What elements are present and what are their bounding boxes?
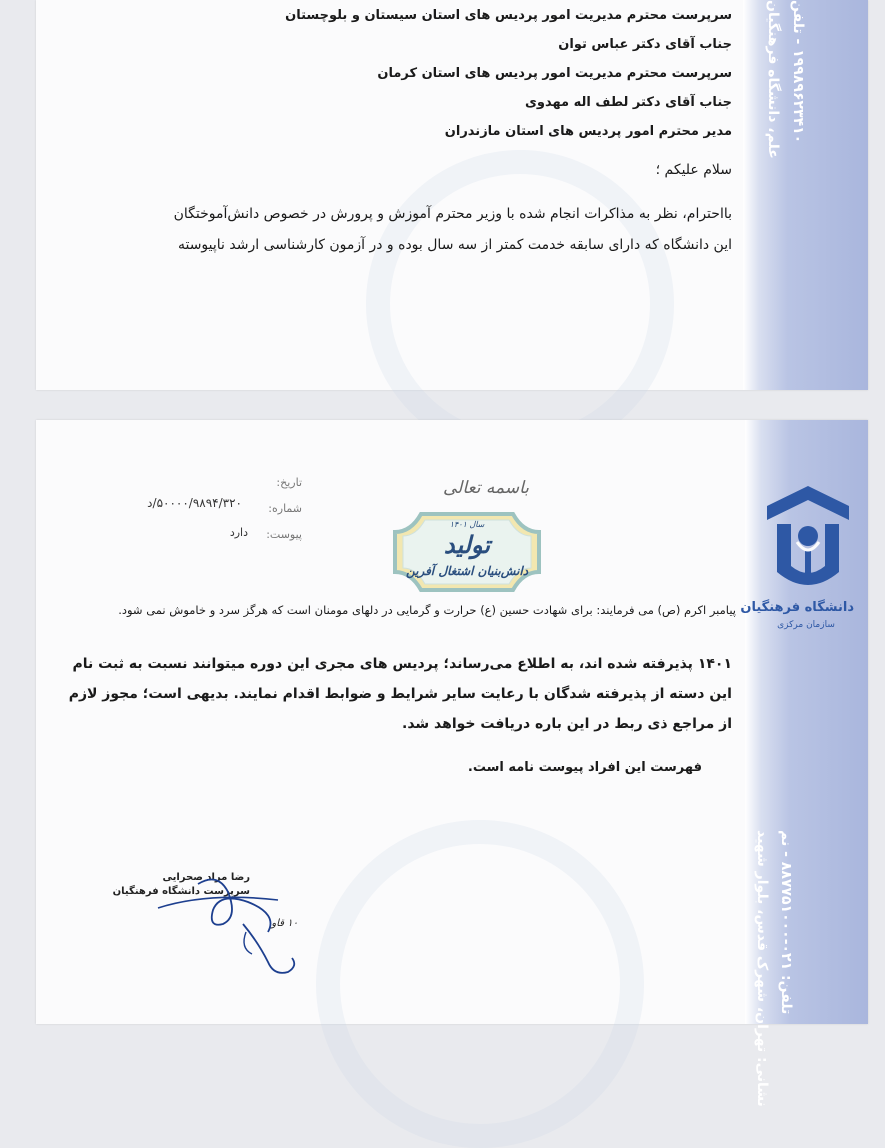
badge-subtitle: دانش‌بنیان اشتغال آفرین bbox=[405, 564, 529, 578]
signature-note: ۱۰ قاو bbox=[271, 918, 298, 929]
attachment-value: دارد bbox=[229, 526, 248, 539]
badge-title: تولید bbox=[443, 530, 491, 559]
addressee-line-1: سرپرست محترم مدیریت امور پردیس های استان سیستان و بلوچستان bbox=[285, 8, 732, 23]
signature-title: سرپرست دانشگاه فرهنگیان bbox=[112, 886, 250, 897]
strip-phone-text: ۱۹۹۸۹۶۲۳۴۱۰ - تلفن bbox=[790, 0, 806, 144]
watermark-emblem bbox=[316, 820, 644, 1148]
letter-page-bottom bbox=[36, 420, 868, 1107]
greeting: سلام علیکم ؛ bbox=[655, 162, 732, 178]
addressee-line-4: جناب آقای دکتر لطف اله مهدوی bbox=[524, 95, 732, 110]
body-line-1: بااحترام، نظر به مذاکرات انجام شده با وزیر محترم آموزش و پرورش در خصوص دانش‌آموختگان bbox=[173, 206, 732, 222]
number-label: شماره: bbox=[268, 502, 302, 515]
body-line-2: این دسته از پذیرفته شدگان با رعایت سایر شرایط و ضوابط اقدام نمایند. بدیهی است؛ مجوز لازم bbox=[68, 686, 732, 702]
strip-phone-text: تلفن: ۰۲۱-۸۸۷۷۵۱۰۰۰ - نم bbox=[778, 830, 794, 1015]
strip-address-text: نشانی: تهران، شهرک قدس، بلوار شهید bbox=[754, 830, 770, 1107]
watermark-emblem bbox=[366, 150, 674, 458]
letter-page-top bbox=[36, 0, 868, 390]
body-line-2: این دانشگاه که دارای سابقه خدمت کمتر از سه سال بوده و در آزمون کارشناسی ارشد ناپیوسته bbox=[177, 237, 732, 253]
addressee-line-5: مدیر محترم امور پردیس های استان مازندران bbox=[444, 124, 732, 139]
logo-university-name: دانشگاه فرهنگیان bbox=[740, 600, 854, 615]
year-slogan-badge bbox=[391, 510, 543, 594]
number-value: ۵۰۰۰۰/۹۸۹۴/۳۲۰/د bbox=[147, 496, 242, 510]
letterhead-side-strip bbox=[743, 0, 868, 390]
body-line-1: ۱۴۰۱ پذیرفته شده اند، به اطلاع می‌رساند؛ پردیس های مجری این دوره میتوانند نسبت به ثبت نام bbox=[72, 656, 732, 672]
basmala-heading: باسمه تعالی bbox=[443, 478, 529, 498]
date-label: تاریخ: bbox=[276, 476, 302, 489]
addressee-line-3: سرپرست محترم مدیریت امور پردیس های استان کرمان bbox=[377, 66, 732, 81]
closing-line: فهرست این افراد پیوست نامه است. bbox=[467, 760, 702, 775]
prophet-quote: پیامبر اکرم (ص) می فرمایند: برای شهادت حسین (ع) حرارت و گرمایی در دلهای مومنان است که هرگز سرد و خاموش نمی شود. bbox=[118, 603, 736, 617]
strip-address-text: علم، دانشگاه فرهنگیان bbox=[765, 0, 781, 159]
badge-year: سال ۱۴۰۱ bbox=[449, 520, 485, 529]
logo-subtitle: سازمان مرکزی bbox=[777, 620, 835, 630]
handwritten-signature-icon bbox=[128, 862, 308, 982]
addressee-line-2: جناب آقای دکتر عباس توان bbox=[558, 37, 732, 52]
signature-name: رضا مراد صحرایی bbox=[162, 872, 250, 883]
body-line-3: از مراجع ذی ربط در این باره دریافت خواهد شد. bbox=[402, 716, 732, 732]
attachment-label: پیوست: bbox=[266, 528, 302, 541]
